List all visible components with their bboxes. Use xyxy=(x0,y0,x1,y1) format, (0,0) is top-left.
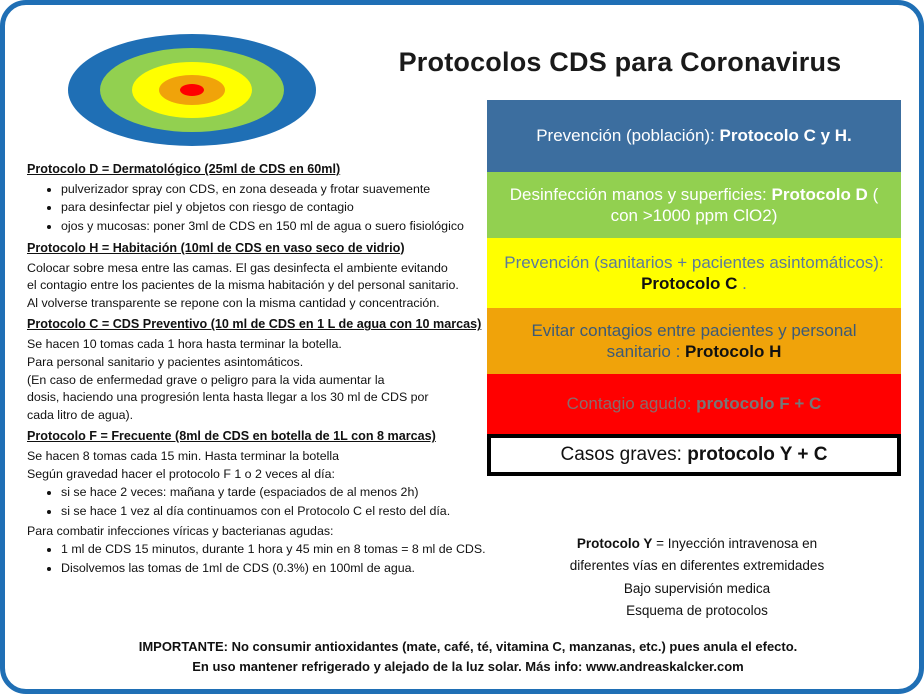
protocolo-f-line-2: Según gravedad hacer el protocolo F 1 o 2 veces al día: xyxy=(27,466,335,481)
page-title: Protocolos CDS para Coronavirus xyxy=(398,47,842,77)
protocolo-y-line-3: Bajo supervisión medica xyxy=(623,580,771,596)
bar-text-bold: Protocolo D xyxy=(771,184,868,204)
protocolo-y-line-1-rest: = Inyección intravenosa en xyxy=(652,536,818,551)
protocolo-c-line-2: Para personal sanitario y pacientes asintomáticos. xyxy=(27,354,304,369)
protocolo-y-line-1 xyxy=(487,533,907,555)
list-item: • ojos y mucosas: poner 3ml de CDS en 150 ml de agua o suero fisiológico xyxy=(61,218,487,236)
bar-text xyxy=(561,443,828,467)
protocolo-y-line-4: Esquema de protocolos xyxy=(626,602,768,618)
bar-text xyxy=(497,184,891,227)
bar-text xyxy=(567,393,822,414)
bar-text-plain: Desinfección manos y superficies: xyxy=(509,184,772,204)
protocolo-h-line-3: Al volverse transparente se repone con la misma cantidad y concentración. xyxy=(27,295,440,310)
bar-text xyxy=(497,252,891,295)
bar-text-plain: Contagio agudo: xyxy=(566,394,697,414)
section-heading-protocolo-f: Protocolo F = Frecuente (8ml de CDS en botella de 1L con 8 marcas) xyxy=(27,429,436,444)
important-line-1: IMPORTANTE: No consumir antioxidantes (mate, café, té, vitamina C, manzanas, etc.) pues anula el efecto. xyxy=(138,639,798,654)
logo-svg xyxy=(67,33,317,148)
list-item: • si se hace 2 veces: mañana y tarde (espaciados de al menos 2h) xyxy=(61,484,487,502)
bar-prevencion-poblacion xyxy=(487,100,901,172)
bar-evitar-contagios xyxy=(487,308,901,374)
infecciones-agudas-bullets xyxy=(27,541,487,577)
section-heading-protocolo-c: Protocolo C = CDS Preventivo (10 ml de CDS en 1 L de agua con 10 marcas) xyxy=(27,317,482,332)
bar-text-plain: Prevención (sanitarios + pacientes asintomáticos): xyxy=(504,252,884,272)
important-line-2: En uso mantener refrigerado y alejado de la luz solar. Más info: www.andreaskalcker.com xyxy=(192,658,744,674)
bar-text-bold: protocolo F + C xyxy=(696,394,822,414)
protocolo-y-notes xyxy=(487,533,907,622)
protocolo-f-sub-bullets xyxy=(27,484,487,520)
protocolo-c-line-4: dosis, haciendo una progresión lenta hasta llegar a los 30 ml de CDS por xyxy=(27,390,429,405)
protocolo-c-line-1: Se hacen 10 tomas cada 1 hora hasta terminar la botella. xyxy=(27,337,342,352)
list-item: • 1 ml de CDS 15 minutos, durante 1 hora y 45 min en 8 tomas = 8 ml de CDS. xyxy=(61,541,487,559)
bar-text-plain: Prevención (población): xyxy=(536,126,720,146)
left-text-column xyxy=(27,157,487,579)
protocolo-d-bullets xyxy=(27,181,487,236)
infecciones-agudas-line: Para combatir infecciones víricas y bacterianas agudas: xyxy=(27,523,334,538)
list-item: • si se hace 1 vez al día continuamos con el Protocolo C el resto del día. xyxy=(61,503,487,521)
protocolo-c-line-3: (En caso de enfermedad grave o peligro para la vida aumentar la xyxy=(27,372,385,387)
protocolo-f-line-1: Se hacen 8 tomas cada 15 min. Hasta terminar la botella xyxy=(27,449,339,464)
concentric-ellipse-logo xyxy=(67,33,317,148)
bar-text-tail: ( con >1000 ppm ClO2) xyxy=(610,184,879,225)
protocol-bars xyxy=(487,100,901,476)
protocolo-y-line-2: diferentes vías en diferentes extremidades xyxy=(569,558,825,574)
bar-desinfeccion-manos-superficies xyxy=(487,172,901,238)
bar-casos-graves xyxy=(487,434,901,476)
bar-prevencion-sanitarios xyxy=(487,238,901,308)
protocolo-h-line-2: el contagio entre los pacientes de la misma habitación y del personal sanitario. xyxy=(27,278,459,293)
protocolo-c-line-5: cada litro de agua). xyxy=(27,407,134,422)
bar-text-bold: Protocolo H xyxy=(685,342,782,361)
bar-text-bold: Protocolo C y H. xyxy=(719,126,852,146)
list-item: • para desinfectar piel y objetos con riesgo de contagio xyxy=(61,199,487,217)
bar-text xyxy=(536,125,852,146)
list-item: • pulverizador spray con CDS, en zona deseada y frotar suavemente xyxy=(61,181,487,199)
list-item: • Disolvemos las tomas de 1ml de CDS (0.3%) en 100ml de agua. xyxy=(61,560,487,578)
bar-text-bold: Protocolo C xyxy=(641,274,738,293)
protocolo-h-line-1: Colocar sobre mesa entre las camas. El gas desinfecta el ambiente evitando xyxy=(27,260,448,275)
bar-text-bold: protocolo Y + C xyxy=(687,444,828,466)
section-heading-protocolo-d: Protocolo D = Dermatológico (25ml de CDS en 60ml) xyxy=(27,162,341,176)
bar-contagio-agudo xyxy=(487,374,901,434)
bar-text-plain: Casos graves: xyxy=(560,444,688,466)
bar-text-plain: Evitar contagios entre pacientes y personal sanitario : xyxy=(531,320,857,361)
protocolo-y-label: Protocolo Y xyxy=(576,536,653,551)
important-footer xyxy=(45,637,891,676)
section-heading-protocolo-h: Protocolo H = Habitación (10ml de CDS en vaso seco de vidrio) xyxy=(27,240,405,255)
bar-text-tail: . xyxy=(737,274,747,293)
bar-text xyxy=(497,320,891,363)
